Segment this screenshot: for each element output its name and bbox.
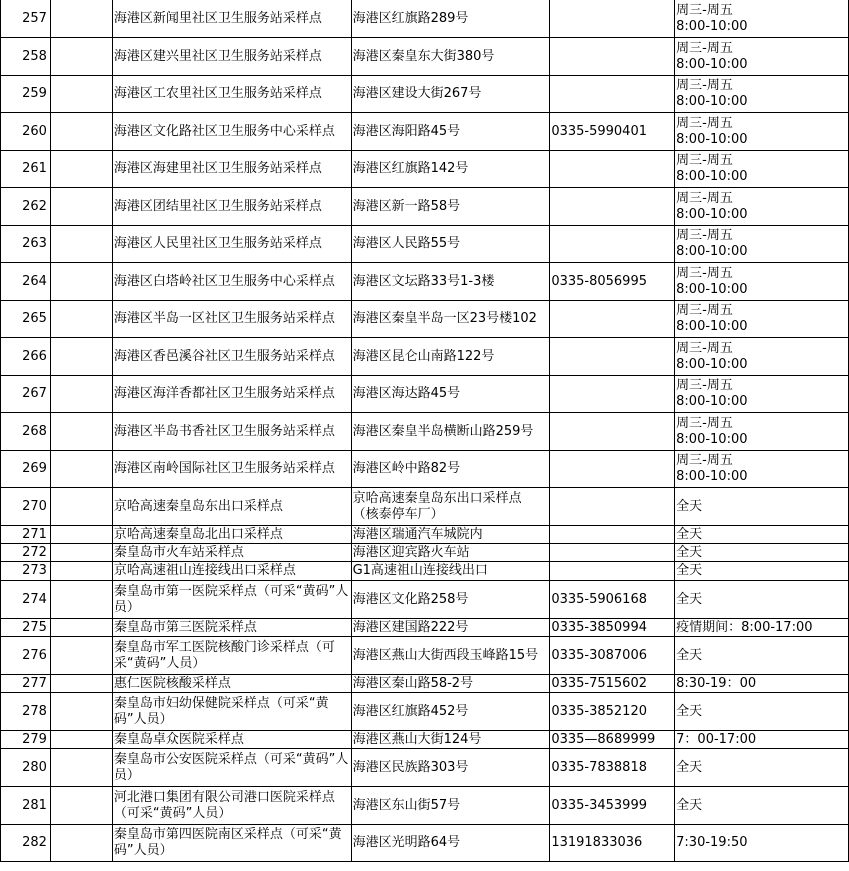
- row-number: 279: [1, 731, 51, 749]
- blank-cell: [50, 581, 112, 619]
- hours-cell: 疫情期间：8:00-17:00: [675, 619, 849, 637]
- site-name-cell: 海港区南岭国际社区卫生服务站采样点: [112, 451, 351, 488]
- blank-cell: [50, 301, 112, 338]
- blank-cell: [50, 188, 112, 226]
- blank-cell: [50, 544, 112, 562]
- phone-cell: [550, 301, 675, 338]
- row-number: 275: [1, 619, 51, 637]
- address-cell: 海港区人民路55号: [351, 226, 550, 263]
- address-cell: 海港区红旗路142号: [351, 151, 550, 188]
- hours-cell: 周三-周五 8:00-10:00: [675, 0, 849, 38]
- row-number: 258: [1, 38, 51, 76]
- blank-cell: [50, 263, 112, 301]
- table-row: [1, 526, 849, 544]
- phone-cell: [550, 151, 675, 188]
- table-row: [1, 637, 849, 675]
- phone-cell: [550, 376, 675, 413]
- table-row: [1, 825, 849, 862]
- phone-cell: 0335-5906168: [550, 581, 675, 619]
- row-number: 271: [1, 526, 51, 544]
- site-name-cell: 秦皇岛市火车站采样点: [112, 544, 351, 562]
- blank-cell: [50, 226, 112, 263]
- table-row: [1, 675, 849, 693]
- address-cell: 海港区文化路258号: [351, 581, 550, 619]
- hours-cell: 全天: [675, 693, 849, 731]
- blank-cell: [50, 376, 112, 413]
- site-name-cell: 秦皇岛市妇幼保健院采样点（可采“黄码”人员）: [112, 693, 351, 731]
- row-number: 257: [1, 0, 51, 38]
- phone-cell: [550, 338, 675, 376]
- address-cell: 海港区岭中路82号: [351, 451, 550, 488]
- row-number: 280: [1, 749, 51, 787]
- site-name-cell: 海港区海洋香都社区卫生服务站采样点: [112, 376, 351, 413]
- hours-cell: 7：00-17:00: [675, 731, 849, 749]
- blank-cell: [50, 0, 112, 38]
- hours-cell: 8:30-19：00: [675, 675, 849, 693]
- row-number: 263: [1, 226, 51, 263]
- row-number: 260: [1, 113, 51, 151]
- blank-cell: [50, 562, 112, 581]
- blank-cell: [50, 151, 112, 188]
- address-cell: 海港区文坛路33号1-3楼: [351, 263, 550, 301]
- hours-cell: 全天: [675, 787, 849, 825]
- site-name-cell: 海港区半岛书香社区卫生服务站采样点: [112, 413, 351, 451]
- address-cell: 京哈高速秦皇岛东出口采样点 （核泰停车厂）: [351, 488, 550, 526]
- phone-cell: [550, 0, 675, 38]
- hours-cell: 全天: [675, 581, 849, 619]
- blank-cell: [50, 338, 112, 376]
- phone-cell: [550, 526, 675, 544]
- address-cell: 海港区海达路45号: [351, 376, 550, 413]
- table-row: [1, 787, 849, 825]
- blank-cell: [50, 619, 112, 637]
- row-number: 281: [1, 787, 51, 825]
- site-name-cell: 海港区文化路社区卫生服务中心采样点: [112, 113, 351, 151]
- row-number: 272: [1, 544, 51, 562]
- address-cell: 海港区红旗路289号: [351, 0, 550, 38]
- site-name-cell: 秦皇岛市军工医院核酸门诊采样点（可采“黄码”人员）: [112, 637, 351, 675]
- hours-cell: 全天: [675, 526, 849, 544]
- site-name-cell: 海港区香邑溪谷社区卫生服务站采样点: [112, 338, 351, 376]
- hours-cell: 周三-周五 8:00-10:00: [675, 451, 849, 488]
- address-cell: 海港区建设大街267号: [351, 76, 550, 113]
- table-row: [1, 749, 849, 787]
- table-row: [1, 0, 849, 38]
- site-name-cell: 海港区白塔岭社区卫生服务中心采样点: [112, 263, 351, 301]
- blank-cell: [50, 38, 112, 76]
- phone-cell: [550, 226, 675, 263]
- table-row: [1, 451, 849, 488]
- phone-cell: [550, 451, 675, 488]
- row-number: 282: [1, 825, 51, 862]
- address-cell: 海港区红旗路452号: [351, 693, 550, 731]
- blank-cell: [50, 488, 112, 526]
- site-name-cell: 海港区半岛一区社区卫生服务站采样点: [112, 301, 351, 338]
- blank-cell: [50, 451, 112, 488]
- phone-cell: [550, 38, 675, 76]
- table-row: [1, 376, 849, 413]
- row-number: 264: [1, 263, 51, 301]
- phone-cell: [550, 562, 675, 581]
- phone-cell: [550, 76, 675, 113]
- hours-cell: 周三-周五 8:00-10:00: [675, 151, 849, 188]
- address-cell: 海港区光明路64号: [351, 825, 550, 862]
- table-row: [1, 301, 849, 338]
- table-row: [1, 263, 849, 301]
- row-number: 267: [1, 376, 51, 413]
- address-cell: 海港区燕山大街西段玉峰路15号: [351, 637, 550, 675]
- blank-cell: [50, 825, 112, 862]
- site-name-cell: 海港区建兴里社区卫生服务站采样点: [112, 38, 351, 76]
- phone-cell: 0335-3453999: [550, 787, 675, 825]
- blank-cell: [50, 637, 112, 675]
- site-name-cell: 秦皇岛市公安医院采样点（可采“黄码”人员）: [112, 749, 351, 787]
- site-name-cell: 惠仁医院核酸采样点: [112, 675, 351, 693]
- address-cell: 海港区秦皇东大街380号: [351, 38, 550, 76]
- hours-cell: 周三-周五 8:00-10:00: [675, 38, 849, 76]
- phone-cell: 0335-3852120: [550, 693, 675, 731]
- table-row: [1, 581, 849, 619]
- site-name-cell: 海港区团结里社区卫生服务站采样点: [112, 188, 351, 226]
- phone-cell: 0335-3087006: [550, 637, 675, 675]
- row-number: 261: [1, 151, 51, 188]
- hours-cell: 周三-周五 8:00-10:00: [675, 413, 849, 451]
- address-cell: 海港区新一路58号: [351, 188, 550, 226]
- site-name-cell: 京哈高速祖山连接线出口采样点: [112, 562, 351, 581]
- site-name-cell: 海港区工农里社区卫生服务站采样点: [112, 76, 351, 113]
- hours-cell: 全天: [675, 749, 849, 787]
- hours-cell: 7:30-19:50: [675, 825, 849, 862]
- address-cell: 海港区建国路222号: [351, 619, 550, 637]
- address-cell: 海港区秦皇半岛横断山路259号: [351, 413, 550, 451]
- row-number: 265: [1, 301, 51, 338]
- table-row: [1, 693, 849, 731]
- hours-cell: 周三-周五 8:00-10:00: [675, 76, 849, 113]
- address-cell: 海港区迎宾路火车站: [351, 544, 550, 562]
- address-cell: 海港区东山街57号: [351, 787, 550, 825]
- phone-cell: 13191833036: [550, 825, 675, 862]
- address-cell: 海港区瑞通汽车城院内: [351, 526, 550, 544]
- address-cell: G1高速祖山连接线出口: [351, 562, 550, 581]
- blank-cell: [50, 76, 112, 113]
- site-name-cell: 京哈高速秦皇岛东出口采样点: [112, 488, 351, 526]
- row-number: 273: [1, 562, 51, 581]
- site-name-cell: 海港区新闻里社区卫生服务站采样点: [112, 0, 351, 38]
- table-row: [1, 226, 849, 263]
- table-row: [1, 413, 849, 451]
- row-number: 278: [1, 693, 51, 731]
- blank-cell: [50, 787, 112, 825]
- site-name-cell: 河北港口集团有限公司港口医院采样点（可采“黄码”人员）: [112, 787, 351, 825]
- table-row: [1, 38, 849, 76]
- table-row: [1, 544, 849, 562]
- address-cell: 海港区秦皇半岛一区23号楼102: [351, 301, 550, 338]
- blank-cell: [50, 693, 112, 731]
- site-name-cell: 秦皇岛市第一医院采样点（可采“黄码”人员）: [112, 581, 351, 619]
- table-row: [1, 338, 849, 376]
- address-cell: 海港区燕山大街124号: [351, 731, 550, 749]
- hours-cell: 全天: [675, 562, 849, 581]
- row-number: 274: [1, 581, 51, 619]
- site-name-cell: 海港区人民里社区卫生服务站采样点: [112, 226, 351, 263]
- blank-cell: [50, 675, 112, 693]
- table-body: [1, 0, 849, 862]
- hours-cell: 全天: [675, 637, 849, 675]
- hours-cell: 全天: [675, 544, 849, 562]
- table-row: [1, 76, 849, 113]
- row-number: 266: [1, 338, 51, 376]
- address-cell: 海港区海阳路45号: [351, 113, 550, 151]
- table-row: [1, 731, 849, 749]
- site-name-cell: 秦皇岛卓众医院采样点: [112, 731, 351, 749]
- table-row: [1, 151, 849, 188]
- table-row: [1, 562, 849, 581]
- table-row: [1, 619, 849, 637]
- site-name-cell: 秦皇岛市第四医院南区采样点（可采“黄码”人员）: [112, 825, 351, 862]
- phone-cell: [550, 413, 675, 451]
- address-cell: 海港区秦山路58-2号: [351, 675, 550, 693]
- row-number: 262: [1, 188, 51, 226]
- hours-cell: 周三-周五 8:00-10:00: [675, 376, 849, 413]
- row-number: 276: [1, 637, 51, 675]
- phone-cell: 0335—8689999: [550, 731, 675, 749]
- address-cell: 海港区民族路303号: [351, 749, 550, 787]
- row-number: 268: [1, 413, 51, 451]
- hours-cell: 周三-周五 8:00-10:00: [675, 301, 849, 338]
- phone-cell: 0335-5990401: [550, 113, 675, 151]
- table-row: [1, 488, 849, 526]
- hours-cell: 周三-周五 8:00-10:00: [675, 226, 849, 263]
- phone-cell: [550, 544, 675, 562]
- phone-cell: [550, 188, 675, 226]
- phone-cell: 0335-3850994: [550, 619, 675, 637]
- row-number: 270: [1, 488, 51, 526]
- hours-cell: 周三-周五 8:00-10:00: [675, 263, 849, 301]
- site-name-cell: 秦皇岛市第三医院采样点: [112, 619, 351, 637]
- blank-cell: [50, 526, 112, 544]
- phone-cell: 0335-7515602: [550, 675, 675, 693]
- address-cell: 海港区昆仑山南路122号: [351, 338, 550, 376]
- hours-cell: 周三-周五 8:00-10:00: [675, 188, 849, 226]
- hours-cell: 周三-周五 8:00-10:00: [675, 338, 849, 376]
- phone-cell: [550, 488, 675, 526]
- site-name-cell: 京哈高速秦皇岛北出口采样点: [112, 526, 351, 544]
- phone-cell: 0335-8056995: [550, 263, 675, 301]
- row-number: 259: [1, 76, 51, 113]
- blank-cell: [50, 731, 112, 749]
- hours-cell: 周三-周五 8:00-10:00: [675, 113, 849, 151]
- blank-cell: [50, 413, 112, 451]
- row-number: 269: [1, 451, 51, 488]
- site-name-cell: 海港区海建里社区卫生服务站采样点: [112, 151, 351, 188]
- blank-cell: [50, 749, 112, 787]
- row-number: 277: [1, 675, 51, 693]
- table-row: [1, 188, 849, 226]
- blank-cell: [50, 113, 112, 151]
- hours-cell: 全天: [675, 488, 849, 526]
- phone-cell: 0335-7838818: [550, 749, 675, 787]
- table-row: [1, 113, 849, 151]
